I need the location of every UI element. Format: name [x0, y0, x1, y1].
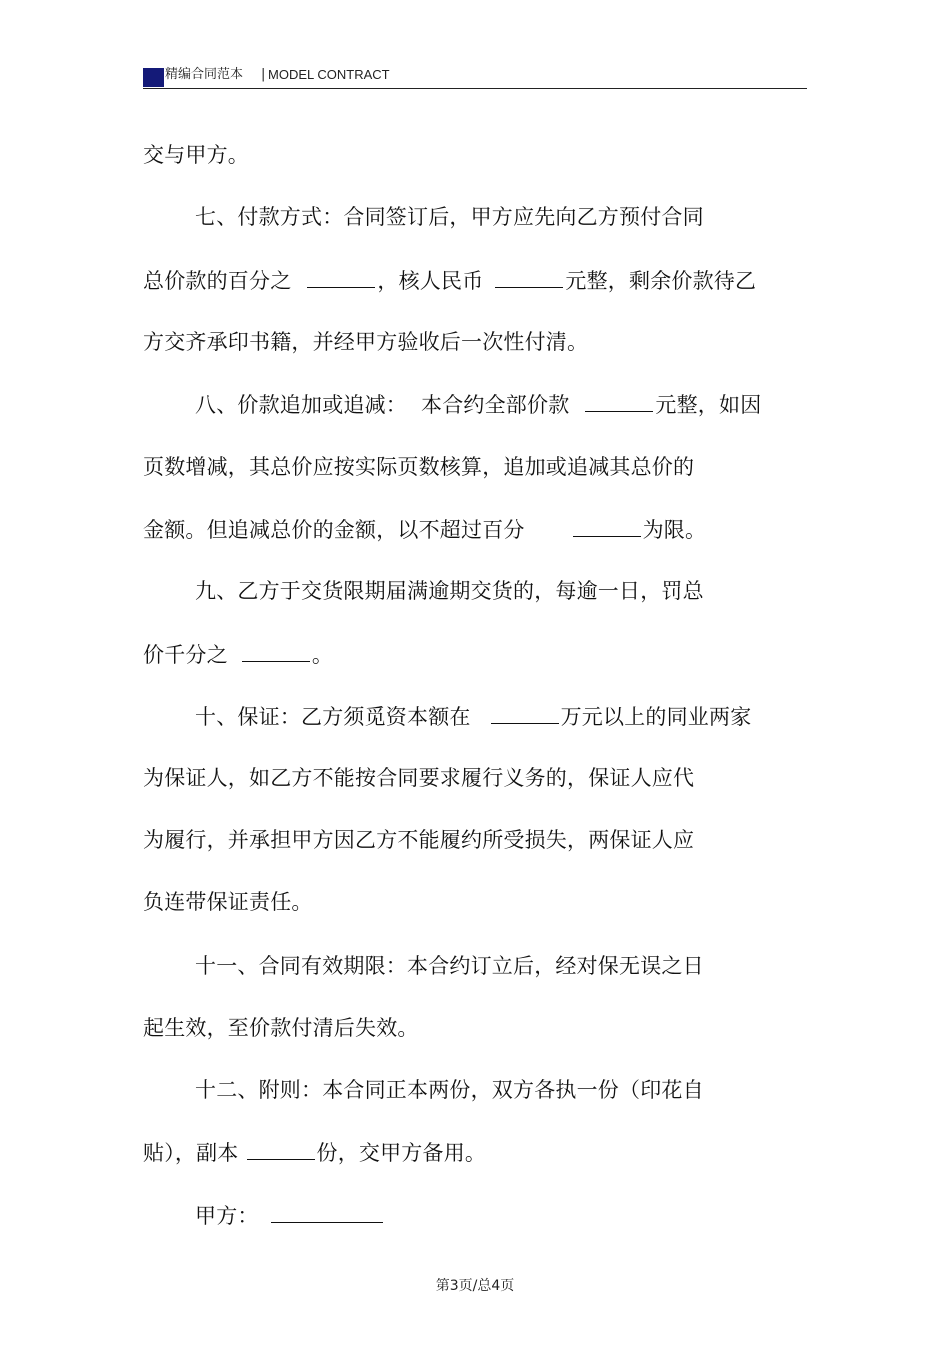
clause-11-heading — [195, 953, 704, 979]
text: 本合约全部价款 — [421, 393, 570, 417]
clause-12-heading — [195, 1077, 704, 1103]
text: 。 — [311, 643, 334, 667]
text: 八、价款追加或追减： — [195, 393, 407, 417]
clause-8-line-2 — [143, 454, 694, 480]
header-brand: 精编合同范本 — [165, 67, 244, 82]
text: 为履行，并承担甲方因乙方不能履约所受损失，两保证人应 — [143, 828, 695, 852]
fill-blank — [247, 1139, 315, 1160]
text: 十、保证：乙方须觅资本额在 — [195, 705, 471, 729]
header-model-contract: MODEL CONTRACT — [268, 67, 390, 82]
clause-12-line-2 — [143, 1139, 486, 1166]
text: 页数增减，其总价应按实际页数核算，追加或追减其总价的 — [143, 455, 695, 479]
fill-blank — [242, 641, 310, 662]
fill-blank — [307, 267, 375, 288]
text: ，核人民币 — [377, 269, 484, 293]
text: 万元以上的同业两家 — [560, 705, 752, 729]
text: 总价款的百分之 — [143, 269, 292, 293]
text: 九、乙方于交货限期届满逾期交货的，每逾一日，罚总 — [195, 579, 704, 603]
text: 贴），副本 — [143, 1141, 239, 1165]
text: 金额。但追减总价的金额，以不超过百分 — [143, 518, 525, 542]
text-line-1 — [143, 142, 249, 168]
page-header — [143, 64, 807, 89]
text: 价千分之 — [143, 643, 228, 667]
logo-icon — [143, 68, 164, 87]
clause-9-heading — [195, 578, 704, 604]
text: 十一、合同有效期限：本合约订立后，经对保无误之日 — [195, 954, 704, 978]
fill-blank — [271, 1202, 383, 1223]
party-a-label: 甲方： — [195, 1204, 259, 1228]
clause-7-line-2 — [143, 267, 756, 294]
clause-10-line-4 — [143, 889, 313, 915]
clause-7-heading — [195, 204, 704, 230]
text: 七、付款方式：合同签订后，甲方应先向乙方预付合同 — [195, 205, 704, 229]
fill-blank — [585, 391, 653, 412]
fill-blank — [495, 267, 563, 288]
text: 元整，剩余价款待乙 — [565, 269, 757, 293]
clause-10-line-3 — [143, 827, 694, 853]
clause-8-heading — [195, 391, 761, 418]
text: 负连带保证责任。 — [143, 890, 313, 914]
fill-blank — [573, 516, 641, 537]
text: 为保证人，如乙方不能按合同要求履行义务的，保证人应代 — [143, 766, 695, 790]
text: 元整，如因 — [655, 393, 762, 417]
clause-7-line-3 — [143, 329, 588, 355]
header-separator: | — [261, 67, 266, 82]
text: 份，交甲方备用。 — [316, 1141, 487, 1165]
clause-9-line-2 — [143, 641, 333, 668]
text: 方交齐承印书籍，并经甲方验收后一次性付清。 — [143, 330, 589, 354]
text: 为限。 — [642, 518, 707, 542]
clause-11-line-2 — [143, 1015, 419, 1041]
fill-blank — [491, 703, 559, 724]
party-a-signature-line — [195, 1202, 385, 1229]
text: 起生效，至价款付清后失效。 — [143, 1016, 419, 1040]
text: 交与甲方。 — [143, 143, 249, 167]
page-number: 第3页/总4页 — [435, 1278, 515, 1294]
clause-10-heading — [195, 703, 751, 730]
text: 十二、附则：本合同正本两份，双方各执一份（印花自 — [195, 1078, 704, 1102]
clause-8-line-3 — [143, 516, 706, 543]
clause-10-line-2 — [143, 765, 694, 791]
